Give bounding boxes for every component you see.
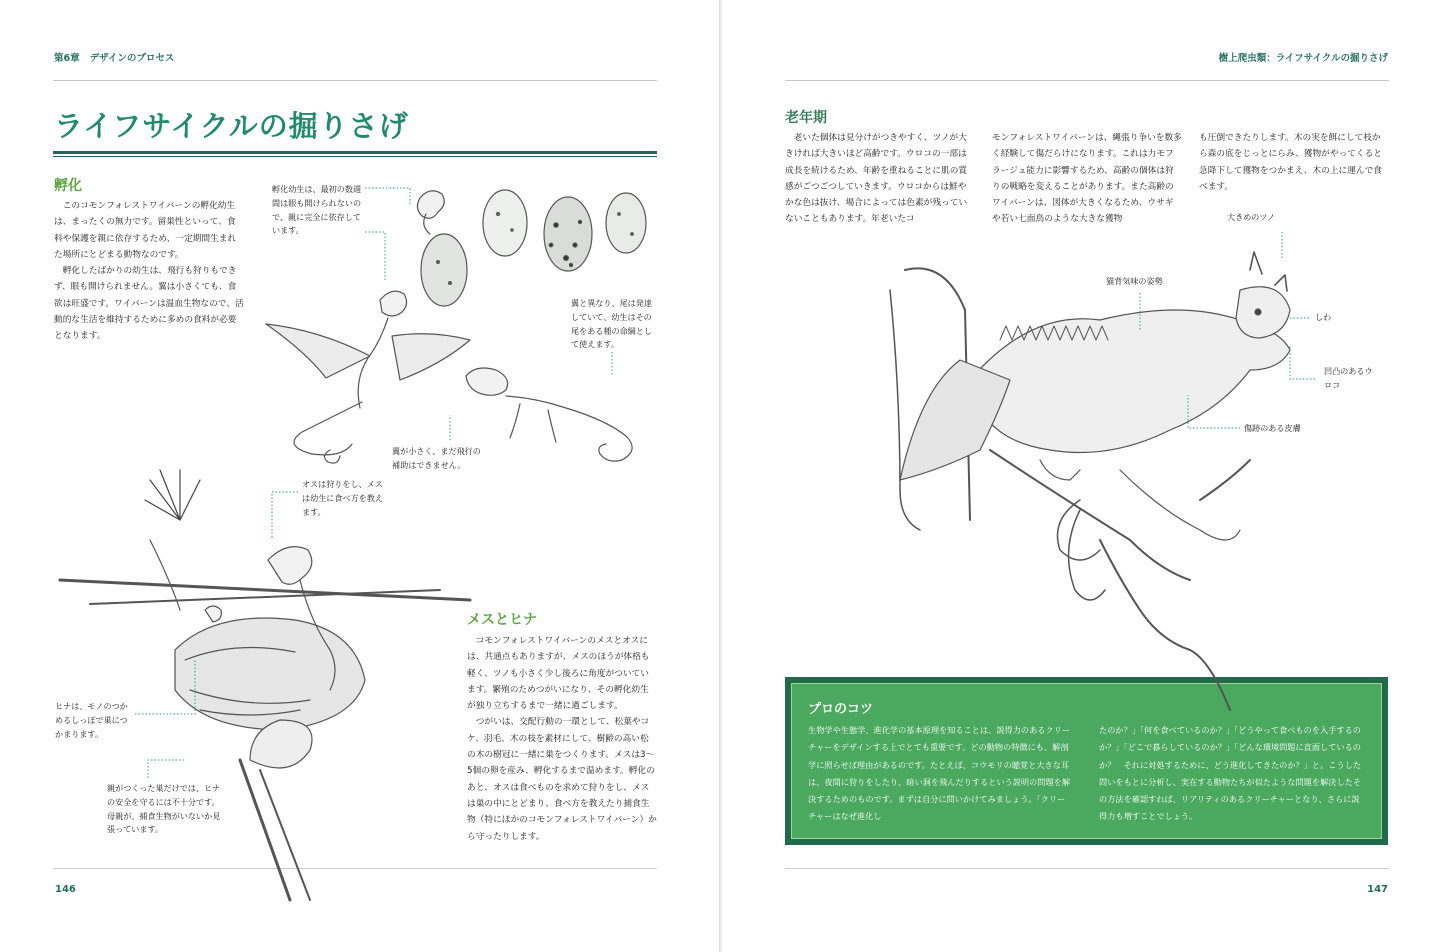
- paragraph: このコモンフォレストワイバーンの孵化幼生は、まったくの無力です。留巣性といって、食料や保護を親に依存するため、一定期間生まれた場所にとどまる動物なのです。: [54, 201, 237, 260]
- caption-male: オスは狩りをし、メスは幼生に食べ方を教えます。: [302, 479, 383, 517]
- caption-hatchling-eyes: 孵化幼生は、最初の数週間は眼も開けられないので、親に完全に依存しています。: [272, 184, 362, 236]
- running-head-right: 樹上爬虫類：ライフサイクルの掘りさげ: [1218, 53, 1388, 64]
- section-heading-female-young: メスとヒナ: [467, 612, 537, 628]
- paragraph: モンフォレストワイバーンは、縄張り争いを数多く経験して傷だらけになります。これは力モフラージュ能力に影響するため、高齢の個体は狩りの戦略を変えることがあります。また高齢のワイバーンは、図体が大きくなるため、ウサギや若い七面鳥のような大きな獲物: [992, 133, 1182, 225]
- caption-wings: 翼が小さく、まだ飛行の補助はできません。: [392, 446, 481, 470]
- pro-tips-heading: プロのコツ: [808, 702, 874, 717]
- leader-line: [365, 232, 385, 282]
- paragraph: 老いた個体は見分けがつきやすく、ツノが大きければ大きいほど高齢です。ウロコの一部は成長を続けるため、年齢を重ねることに肌の質感がごつごつしていきます。ウロコからは鮮やかな色は抜け、場合によっては色素が残っていないこともあります。年老いたコ: [785, 133, 968, 225]
- page-number-right: 147: [1367, 884, 1388, 895]
- chapter-title: デザインのプロセス: [89, 53, 175, 64]
- leader-line: [1290, 345, 1315, 379]
- caption-horns: 大きめのツノ: [1227, 212, 1276, 222]
- caption-chick: ヒナは、モノのつかめるしっぽで巣につかまります。: [55, 701, 128, 739]
- baby-wyvern-crawling-illustration: [466, 368, 632, 461]
- page-number-left: 146: [55, 884, 76, 895]
- caption-nest: 親がつくった巣だけでは、ヒナの安全を守るには不十分です。母親が、捕食生物がいないか見張っています。: [107, 783, 221, 835]
- caption-scales: 凹凸のあるウロコ: [1324, 366, 1373, 390]
- egg-illustration: [421, 190, 646, 306]
- pro-tips-column-1: 生物学や生態学、進化学の基本原理を知ることは、説得力のあるクリーチャーをデザインする上でとても重要です。どの動物の特徴にも、解剖学に照らせば理由があるのです。たとえば、コウモリの聴覚と大きな耳は、夜間に狩りをしたり、暗い洞を飛んだりするという説明の問題を解決するためのものです。まずは自分に問いかけてみましょう。「クリーチャーはなぜ進化し: [808, 725, 1071, 822]
- section-heading-old-age: 老年期: [785, 110, 827, 126]
- caption-wrinkles: しわ: [1315, 312, 1332, 322]
- nest-scene-illustration: [60, 470, 470, 900]
- caption-skin: 傷跡のある皮膚: [1244, 423, 1301, 433]
- leader-line: [272, 492, 298, 540]
- pro-tips-column-2: たのか？」「何を食べているのか？」「どうやって食べものを入手するのか？」「どこで暮らしているのか？」「どんな環境問題に直面しているのか？ それに対処するために、どう進化してきたのか？」と。こうした問いをもとに分析し、実在する動物たちが似たような問題を解決したその方法を確認すれば、リアリティのあるクリーチャーとなり、さらに説得力も増すことでしょう。: [1099, 725, 1362, 822]
- leader-line: [365, 188, 410, 205]
- hatchling-in-egg-illustration: [417, 191, 444, 234]
- paragraph: も圧倒できたりします。木の実を餌にして枝から森の底をじっとにらみ、獲物がやってくると急降下して獲物をつかまえ、木の上に運んで食べます。: [1199, 133, 1382, 192]
- chapter-number: 第6章: [54, 53, 80, 64]
- section-heading-hatching: 孵化: [54, 178, 82, 194]
- paragraph: つがいは、交配行動の一環として、松葉やコケ、羽毛、木の枝を素材にして、樹齢の高い松の木の樹冠に一緒に巣をつくります。メスは3～5個の卵を産み、孵化するまで温めます。孵化のあと、オスは食べものを求めて狩りをし、メスは巣の中にとどまり、食べ方を教えたり捕食生物（特にほかのコモンフォレストワイバーン）から守ったりします。: [467, 717, 657, 842]
- paragraph: コモンフォレストワイバーンのメスとオスには、共通点もありますが、メスのほうが体格も軽く、ツノも小さく少し後ろに角度がついています。繁殖のためつがいになり、その孵化幼生が独り立ちするまで一緒に過ごします。: [467, 636, 650, 712]
- caption-posture: 猫背気味の姿勢: [1106, 276, 1163, 286]
- page-title: ライフサイクルの掘りさげ: [54, 109, 409, 143]
- baby-wyvern-wings-illustration: [266, 291, 470, 463]
- leader-line: [148, 760, 185, 778]
- caption-tail: 翼と異なり、尾は発達していて、幼生はその尾をある種の命綱として使えます。: [571, 298, 652, 350]
- old-wyvern-illustration: [890, 252, 1290, 710]
- paragraph: 孵化したばかりの幼生は、飛行も狩りもできず、眼も開けられません。翼は小さくても、食欲は旺盛です。ワイバーンは温血生物なので、活動的な生活を維持するために多めの食料が必要となります。: [54, 266, 244, 342]
